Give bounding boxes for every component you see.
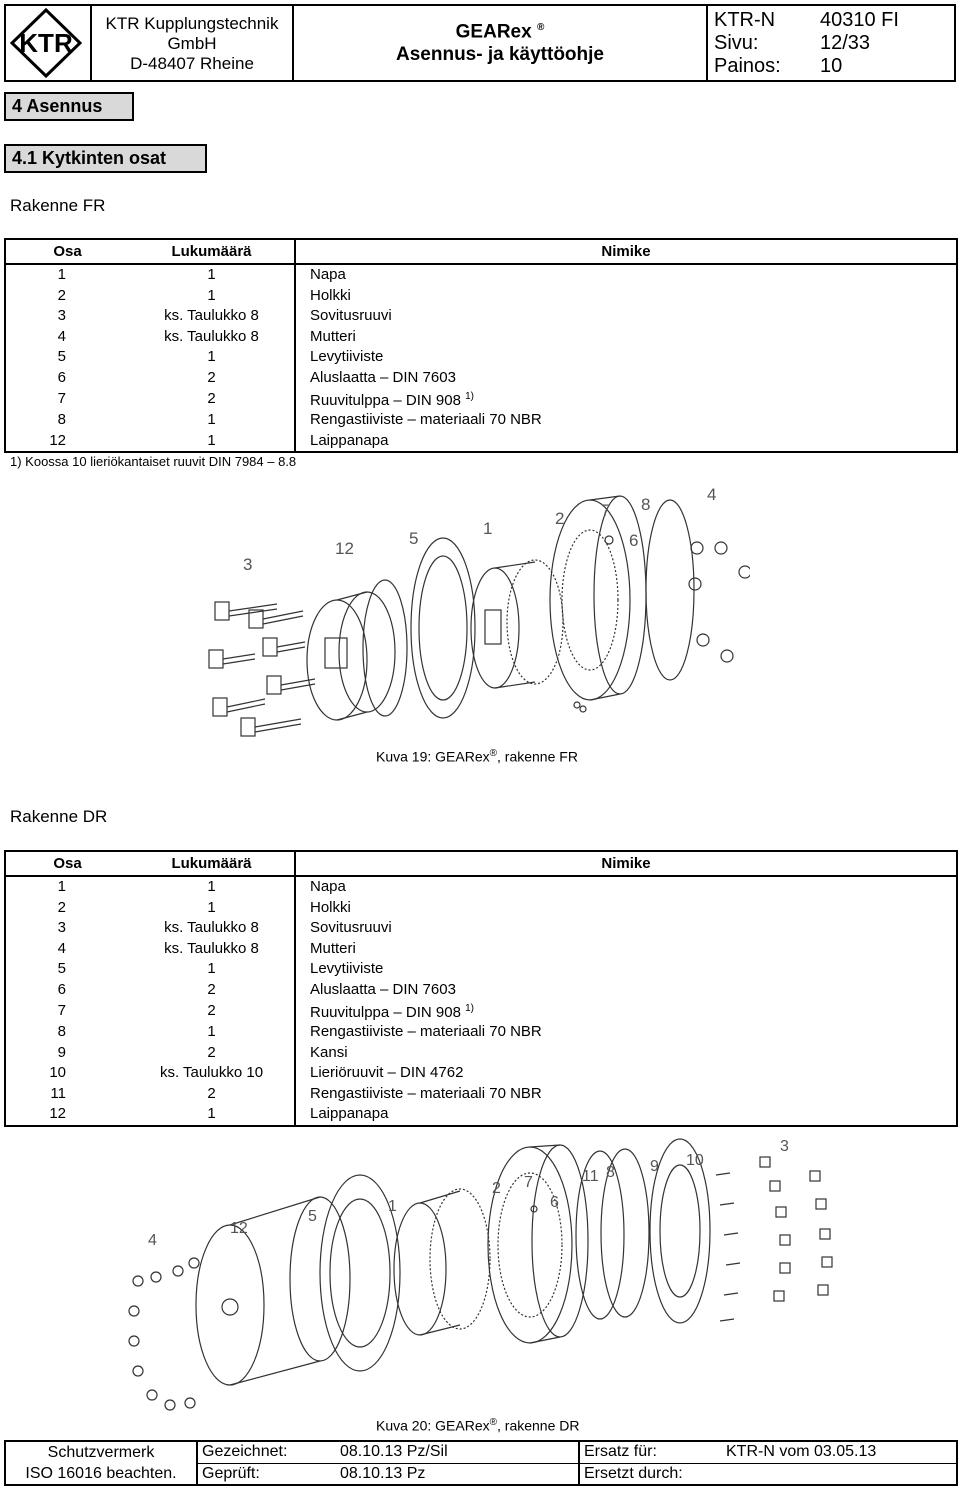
screws-10: [716, 1173, 740, 1321]
callout-3: 3: [780, 1138, 789, 1155]
cell-nimike: [295, 347, 957, 368]
table-row: [5, 980, 957, 1001]
cell-osa: [5, 1104, 129, 1126]
nimike-value: Rengastiiviste – materiaali 70 NBR: [310, 411, 542, 429]
dr-exploded-drawing: [120, 1135, 840, 1415]
nimike-value: Laippanapa: [310, 1105, 389, 1123]
table-row: [5, 1063, 957, 1084]
cell-osa: [5, 388, 129, 410]
edition-value: 10: [820, 55, 843, 77]
nimike-value: Levytiiviste: [310, 348, 384, 366]
cell-lukumaara: 1: [129, 410, 295, 431]
cell-nimike: [295, 264, 957, 286]
dr-title: Rakenne DR: [10, 807, 108, 826]
cell-lukumaara: ks. Taulukko 8: [129, 327, 295, 348]
cell-lukumaara: 1: [129, 1022, 295, 1043]
table-row: [5, 327, 957, 348]
table-row: [5, 306, 957, 327]
cell-lukumaara: 1: [129, 1104, 295, 1126]
cell-lukumaara: 2: [129, 368, 295, 389]
col-lukumaara: Lukumäärä: [129, 851, 295, 876]
cell-nimike: [295, 1000, 957, 1022]
footnote-ref: 1): [465, 391, 475, 402]
company-form: GmbH: [167, 34, 217, 53]
nuts-4: [689, 542, 750, 662]
nimike-value: Levytiiviste: [310, 960, 384, 978]
osa-value: 12: [49, 1105, 66, 1123]
edition-label: Painos:: [714, 55, 781, 77]
nimike-value: Sovitusruuvi: [310, 307, 392, 325]
cell-nimike: [295, 959, 957, 980]
callout-9: 9: [650, 1158, 659, 1175]
page-value: 12/33: [820, 32, 871, 54]
table-row: [5, 1022, 957, 1043]
cell-nimike: [295, 1043, 957, 1064]
cell-osa: [5, 306, 129, 327]
cell-osa: [5, 959, 129, 980]
flange-hub-12: [196, 1197, 350, 1385]
cell-nimike: [295, 1022, 957, 1043]
col-nimike: Nimike: [295, 239, 957, 264]
table-row: [5, 1000, 957, 1022]
nimike-value: Rengastiiviste – materiaali 70 NBR: [310, 1084, 542, 1102]
page-label: Sivu:: [714, 32, 759, 54]
osa-value: 5: [57, 960, 66, 978]
table-row: [5, 1043, 957, 1064]
callout-7: 7: [524, 1174, 533, 1191]
cell-osa: [5, 939, 129, 960]
nimike-value: Holkki: [310, 286, 351, 304]
cell-osa: [5, 286, 129, 307]
callout-6: 6: [629, 531, 639, 550]
cell-lukumaara: 1: [129, 264, 295, 286]
osa-value: 4: [57, 939, 66, 957]
subsection-heading: 4.1 Kytkinten osat: [4, 144, 207, 173]
callout-11: 11: [582, 1168, 599, 1185]
cell-nimike: [295, 431, 957, 453]
fr-caption: Kuva 19: GEARex®, rakenne FR: [376, 748, 578, 765]
screw-plug-7: [605, 536, 613, 544]
osa-value: 9: [57, 1043, 66, 1061]
osa-value: 11: [50, 1084, 66, 1102]
product-subtitle: Asennus- ja käyttöohje: [396, 44, 604, 66]
table-header-row: [5, 851, 957, 876]
cell-nimike: [295, 1084, 957, 1105]
osa-value: 8: [57, 1023, 66, 1041]
cell-osa: [5, 1084, 129, 1105]
callout-10: 10: [686, 1152, 704, 1169]
company-address: D-48407 Rheine: [130, 54, 254, 73]
nimike-value: Rengastiiviste – materiaali 70 NBR: [310, 1023, 542, 1041]
gasket-5: [411, 538, 475, 718]
callout-12: 12: [230, 1220, 248, 1237]
callout-2: 2: [492, 1180, 501, 1197]
col-nimike: Nimike: [295, 851, 957, 876]
cell-lukumaara: 2: [129, 1043, 295, 1064]
callout-7: 7: [601, 501, 611, 520]
table-row: [5, 368, 957, 389]
col-osa: Osa: [5, 239, 129, 264]
cell-lukumaara: 1: [129, 898, 295, 919]
table-row: [5, 264, 957, 286]
osa-value: 2: [57, 286, 66, 304]
cell-nimike: [295, 410, 957, 431]
cell-lukumaara: ks. Taulukko 8: [129, 306, 295, 327]
cell-osa: [5, 898, 129, 919]
doc-label: KTR-N: [714, 9, 776, 31]
table-row: [5, 286, 957, 307]
replaced-by-row: Ersetzt durch:: [584, 1465, 683, 1482]
chapter-heading: 4 Asennus: [4, 92, 134, 121]
osa-value: 6: [57, 368, 66, 386]
osa-value: 4: [57, 327, 66, 345]
callout-1: 1: [388, 1198, 397, 1215]
seal-8: [646, 500, 694, 680]
osa-value: 5: [57, 348, 66, 366]
osa-value: 3: [57, 307, 66, 325]
callout-2: 2: [555, 509, 565, 528]
dr-parts-table: [4, 850, 958, 1127]
fr-title: Rakenne FR: [10, 196, 106, 215]
cell-lukumaara: 2: [129, 1000, 295, 1022]
table-row: [5, 959, 957, 980]
hub-1: [394, 1189, 490, 1335]
cell-nimike: [295, 286, 957, 307]
cell-lukumaara: 1: [129, 959, 295, 980]
cell-osa: [5, 1000, 129, 1022]
callout-8: 8: [606, 1164, 615, 1181]
table-row: [5, 347, 957, 368]
nimike-value: Ruuvitulppa – DIN 908: [310, 392, 461, 409]
cell-lukumaara: 1: [129, 286, 295, 307]
table-row: [5, 1104, 957, 1126]
cell-osa: [5, 1043, 129, 1064]
col-osa: Osa: [5, 851, 129, 876]
registered-mark: ®: [536, 22, 545, 33]
cell-nimike: [295, 1063, 957, 1084]
nuts-4: [129, 1258, 199, 1410]
cell-osa: [5, 876, 129, 898]
cell-lukumaara: ks. Taulukko 8: [129, 939, 295, 960]
checked-row: Geprüft: 08.10.13 Pz: [196, 1463, 580, 1484]
nimike-value: Kansi: [310, 1043, 348, 1061]
cell-osa: [5, 1022, 129, 1043]
doc-value: 40310 FI: [820, 9, 899, 31]
flange-hub-12: [307, 580, 407, 720]
page-footer: [4, 1440, 958, 1486]
sleeve-2: [550, 496, 646, 712]
company-block: [92, 6, 294, 80]
fr-footnote: 1) Koossa 10 lieriökantaiset ruuvit DIN 7984 – 8.8: [10, 454, 297, 469]
product-block: [294, 6, 708, 80]
table-row: [5, 1084, 957, 1105]
doc-meta: [708, 6, 956, 80]
svg-text:KTR: KTR: [19, 28, 73, 58]
cell-osa: [5, 431, 129, 453]
bolts-3: [760, 1157, 832, 1301]
nimike-value: Lieriöruuvit – DIN 4762: [310, 1064, 464, 1082]
cell-osa: [5, 368, 129, 389]
cell-nimike: [295, 898, 957, 919]
table-row: [5, 918, 957, 939]
page-header: [4, 4, 956, 82]
table-row: [5, 876, 957, 898]
table-row: [5, 388, 957, 410]
cell-nimike: [295, 1104, 957, 1126]
company-name: KTR Kupplungstechnik: [105, 14, 279, 33]
callout-8: 8: [641, 495, 651, 514]
cell-lukumaara: 2: [129, 980, 295, 1001]
bolt-3: [209, 602, 315, 736]
replaces-row: Ersatz für: KTR-N vom 03.05.13: [578, 1442, 956, 1464]
cell-osa: [5, 918, 129, 939]
cell-lukumaara: 2: [129, 388, 295, 410]
osa-value: 7: [57, 1002, 66, 1019]
fr-exploded-drawing: [205, 480, 750, 742]
cell-osa: [5, 1063, 129, 1084]
callout-12: 12: [335, 539, 354, 558]
nimike-value: Napa: [310, 266, 346, 284]
cell-nimike: [295, 939, 957, 960]
table-row: [5, 431, 957, 453]
drawn-row: Gezeichnet: 08.10.13 Pz/Sil: [196, 1442, 580, 1464]
cell-lukumaara: 1: [129, 876, 295, 898]
nimike-value: Napa: [310, 878, 346, 896]
nimike-value: Sovitusruuvi: [310, 919, 392, 937]
cell-nimike: [295, 368, 957, 389]
osa-value: 7: [57, 390, 66, 407]
osa-value: 12: [49, 431, 66, 449]
callout-3: 3: [243, 555, 253, 574]
sleeve-2: [488, 1145, 588, 1343]
nimike-value: Laippanapa: [310, 431, 389, 449]
cell-lukumaara: 1: [129, 431, 295, 453]
osa-value: 3: [57, 919, 66, 937]
table-row: [5, 939, 957, 960]
cell-nimike: [295, 306, 957, 327]
cell-osa: [5, 980, 129, 1001]
callout-5: 5: [409, 529, 419, 548]
cell-lukumaara: 1: [129, 347, 295, 368]
cell-nimike: [295, 388, 957, 410]
osa-value: 10: [49, 1064, 66, 1082]
cell-osa: [5, 347, 129, 368]
footnote-ref: 1): [465, 1003, 475, 1014]
callout-5: 5: [308, 1208, 317, 1225]
nimike-value: Holkki: [310, 898, 351, 916]
osa-value: 2: [57, 898, 66, 916]
nimike-value: Mutteri: [310, 327, 356, 345]
product-name: GEARex: [455, 21, 532, 43]
cell-osa: [5, 327, 129, 348]
table-row: [5, 898, 957, 919]
table-row: [5, 410, 957, 431]
fr-parts-table: [4, 238, 958, 453]
cell-lukumaara: ks. Taulukko 8: [129, 918, 295, 939]
logo-cell: [6, 6, 92, 80]
cell-nimike: [295, 876, 957, 898]
cell-osa: [5, 410, 129, 431]
cell-lukumaara: ks. Taulukko 10: [129, 1063, 295, 1084]
cell-nimike: [295, 327, 957, 348]
nimike-value: Aluslaatta – DIN 7603: [310, 980, 456, 998]
nimike-value: Mutteri: [310, 939, 356, 957]
cell-osa: [5, 264, 129, 286]
col-lukumaara: Lukumäärä: [129, 239, 295, 264]
osa-value: 8: [57, 411, 66, 429]
ktr-logo: [6, 6, 86, 80]
osa-value: 1: [57, 266, 66, 284]
protection-notice: Schutzvermerk ISO 16016 beachten.: [6, 1442, 198, 1484]
callout-1: 1: [483, 519, 493, 538]
callout-6: 6: [550, 1194, 559, 1211]
osa-value: 6: [57, 980, 66, 998]
cell-lukumaara: 2: [129, 1084, 295, 1105]
dr-caption: Kuva 20: GEARex®, rakenne DR: [376, 1417, 580, 1434]
cell-nimike: [295, 918, 957, 939]
hub-1: [471, 560, 563, 688]
nimike-value: Ruuvitulppa – DIN 908: [310, 1004, 461, 1021]
cell-nimike: [295, 980, 957, 1001]
callout-4: 4: [707, 485, 717, 504]
callout-4: 4: [148, 1232, 157, 1249]
table-header-row: [5, 239, 957, 264]
osa-value: 1: [57, 878, 66, 896]
nimike-value: Aluslaatta – DIN 7603: [310, 368, 456, 386]
